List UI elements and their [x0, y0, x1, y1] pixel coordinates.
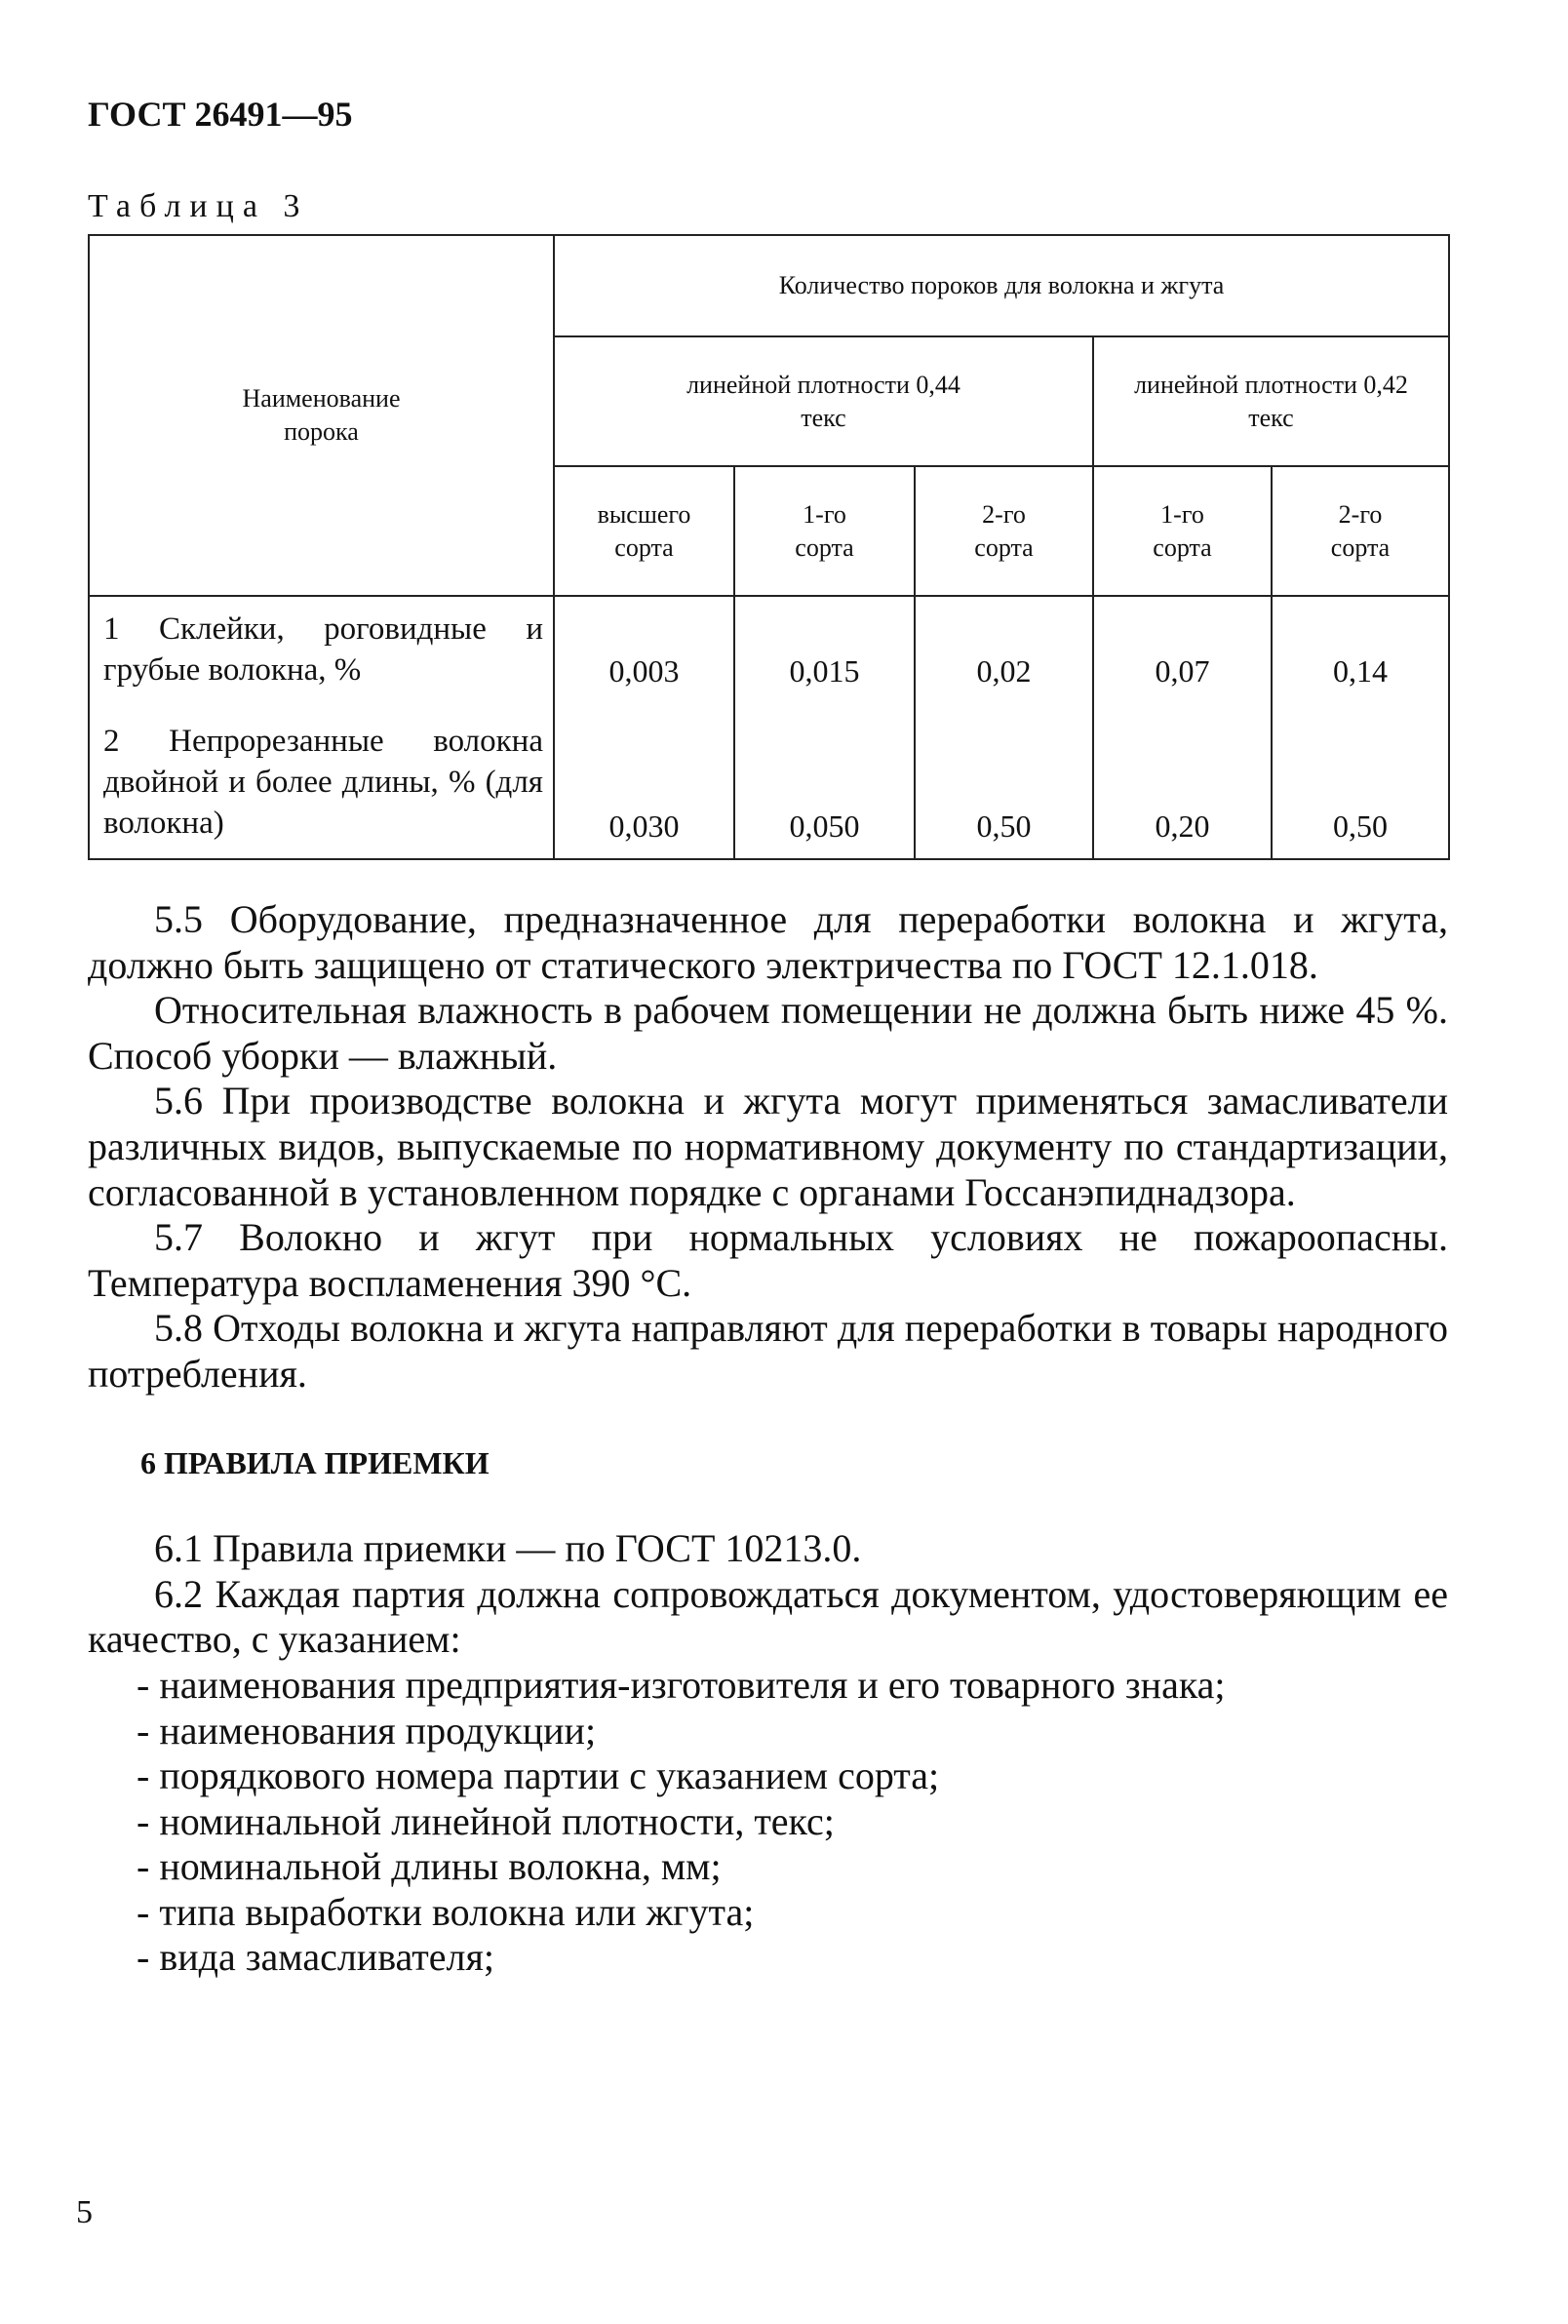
subgroup-header-044: линейной плотности 0,44 текс — [554, 336, 1093, 466]
table-cell: 0,050 — [734, 703, 915, 859]
list-item: - наименования предприятия-изготовителя и его товарного знака; — [137, 1662, 1226, 1707]
row-name: 2 Непрорезанные волокна двойной и более длины, % (для волокна) — [89, 703, 554, 859]
document-header: ГОСТ 26491—95 — [88, 95, 353, 134]
document-body — [88, 897, 1448, 1981]
grade-header: 2-го сорта — [1272, 466, 1449, 596]
grade-header: 2-го сорта — [915, 466, 1093, 596]
list-item: - номинальной длины волокна, мм; — [137, 1844, 722, 1889]
list-item: - типа выработки волокна или жгута; — [137, 1889, 755, 1934]
paragraph-5-5-humidity: Относительная влажность в рабочем помещении не должна быть ниже 45 %. Способ уборки — влажный. — [88, 988, 1448, 1078]
table-row — [89, 596, 1449, 703]
table-cell: 0,14 — [1272, 596, 1449, 703]
table-cell: 0,20 — [1093, 703, 1272, 859]
grade-header: высшего сорта — [554, 466, 734, 596]
paragraph-6-1: 6.1 Правила приемки — по ГОСТ 10213.0. — [154, 1526, 862, 1571]
page-number: 5 — [76, 2194, 93, 2230]
table-cell: 0,02 — [915, 596, 1093, 703]
table-cell: 0,030 — [554, 703, 734, 859]
grade-header: 1-го сорта — [734, 466, 915, 596]
list-item: - порядкового номера партии с указанием сорта; — [137, 1753, 940, 1798]
section-6-title: 6 ПРАВИЛА ПРИЕМКИ — [140, 1444, 490, 1480]
table-cell: 0,07 — [1093, 596, 1272, 703]
subgroup-header-042: линейной плотности 0,42 текс — [1093, 336, 1449, 466]
defects-table — [88, 234, 1450, 860]
list-item: - вида замасливателя; — [137, 1935, 494, 1980]
paragraph-5-8: 5.8 Отходы волокна и жгута направляют для переработки в товары народного потребления. — [88, 1306, 1448, 1396]
table-cell: 0,003 — [554, 596, 734, 703]
paragraph-6-2: 6.2 Каждая партия должна сопровождаться документом, удостоверяющим ее качество, с указанием: — [88, 1571, 1448, 1662]
table-cell: 0,015 — [734, 596, 915, 703]
col-name-header: Наименование порока — [89, 235, 554, 596]
table-caption: Таблица 3 — [88, 188, 309, 224]
table-row — [89, 703, 1449, 859]
group-header: Количество пороков для волокна и жгута — [554, 235, 1449, 336]
list-item: - номинальной линейной плотности, текс; — [137, 1798, 835, 1843]
table-cell: 0,50 — [915, 703, 1093, 859]
table-cell: 0,50 — [1272, 703, 1449, 859]
row-name: 1 Склейки, роговидные и грубые волокна, % — [89, 596, 554, 703]
grade-header: 1-го сорта — [1093, 466, 1272, 596]
paragraph-5-5: 5.5 Оборудование, предназначенное для переработки волокна и жгута, должно быть защищено от статического электричества по ГОСТ 12.1.018. — [88, 897, 1448, 987]
paragraph-5-6: 5.6 При производстве волокна и жгута могут применяться замасливатели различных видов, выпускаемые по нормативному документу по стандартизации, согласованной в установленном порядке с органами Госсанэпиднадзора. — [88, 1079, 1448, 1214]
list-item: - наименования продукции; — [137, 1708, 597, 1753]
paragraph-5-7: 5.7 Волокно и жгут при нормальных условиях не пожароопасны. Температура воспламенения 390 °С. — [88, 1215, 1448, 1305]
